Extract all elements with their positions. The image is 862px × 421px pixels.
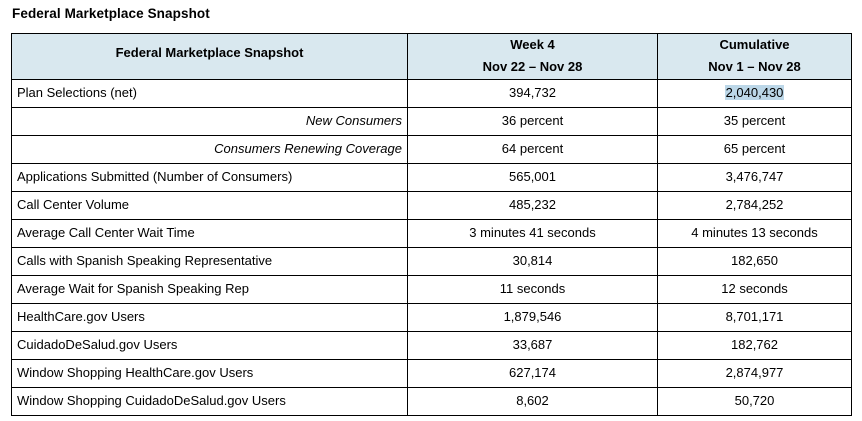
row-value-week: 485,232 [408, 191, 658, 219]
column-header-metric [12, 34, 408, 80]
row-label: Call Center Volume [12, 191, 408, 219]
row-value-week: 1,879,546 [408, 303, 658, 331]
table-row [12, 135, 852, 163]
snapshot-table-container [11, 33, 851, 416]
row-value-cumulative: 4 minutes 13 seconds [658, 219, 852, 247]
row-value-week: 8,602 [408, 387, 658, 415]
table-row [12, 107, 852, 135]
row-value-week: 565,001 [408, 163, 658, 191]
row-value-cumulative: 2,784,252 [658, 191, 852, 219]
column-header-cumulative [658, 34, 852, 80]
table-row [12, 191, 852, 219]
column-header-cumulative-range: Nov 1 – Nov 28 [708, 59, 801, 75]
selected-value-highlight: 2,040,430 [725, 84, 784, 100]
column-header-week-range: Nov 22 – Nov 28 [482, 59, 583, 75]
table-row [12, 331, 852, 359]
table-header-row [12, 34, 852, 80]
row-value-week: 627,174 [408, 359, 658, 387]
row-label: Average Call Center Wait Time [12, 219, 408, 247]
table-row [12, 275, 852, 303]
row-value-cumulative [658, 79, 852, 107]
row-value-cumulative: 182,762 [658, 331, 852, 359]
row-value-cumulative: 12 seconds [658, 275, 852, 303]
row-value-week: 11 seconds [408, 275, 658, 303]
row-value-week: 33,687 [408, 331, 658, 359]
table-row [12, 387, 852, 415]
row-label: Plan Selections (net) [12, 79, 408, 107]
table-row [12, 303, 852, 331]
table-header [12, 34, 852, 80]
row-label: Calls with Spanish Speaking Representative [12, 247, 408, 275]
row-label: New Consumers [12, 107, 408, 135]
row-value-week: 3 minutes 41 seconds [408, 219, 658, 247]
column-header-week [408, 34, 658, 80]
table-row [12, 219, 852, 247]
row-value-cumulative: 50,720 [658, 387, 852, 415]
row-label: HealthCare.gov Users [12, 303, 408, 331]
row-value-cumulative: 35 percent [658, 107, 852, 135]
table-row [12, 163, 852, 191]
federal-marketplace-snapshot-table [11, 33, 852, 416]
page-title: Federal Marketplace Snapshot [12, 6, 210, 21]
row-label: Window Shopping CuidadoDeSalud.gov Users [12, 387, 408, 415]
row-label: Window Shopping HealthCare.gov Users [12, 359, 408, 387]
row-label: Applications Submitted (Number of Consumers) [12, 163, 408, 191]
row-value-cumulative: 8,701,171 [658, 303, 852, 331]
row-value-week: 36 percent [408, 107, 658, 135]
table-row [12, 79, 852, 107]
column-header-cumulative-title: Cumulative [719, 37, 790, 52]
column-header-metric-label: Federal Marketplace Snapshot [115, 45, 304, 61]
row-label: Consumers Renewing Coverage [12, 135, 408, 163]
row-value-cumulative: 182,650 [658, 247, 852, 275]
row-value-cumulative: 2,874,977 [658, 359, 852, 387]
row-value-cumulative: 3,476,747 [658, 163, 852, 191]
row-label: Average Wait for Spanish Speaking Rep [12, 275, 408, 303]
row-value-week: 64 percent [408, 135, 658, 163]
row-value-week: 30,814 [408, 247, 658, 275]
table-row [12, 359, 852, 387]
row-value-week: 394,732 [408, 79, 658, 107]
column-header-week-title: Week 4 [510, 37, 555, 52]
row-value-cumulative: 65 percent [658, 135, 852, 163]
table-body [12, 79, 852, 415]
row-label: CuidadoDeSalud.gov Users [12, 331, 408, 359]
table-row [12, 247, 852, 275]
